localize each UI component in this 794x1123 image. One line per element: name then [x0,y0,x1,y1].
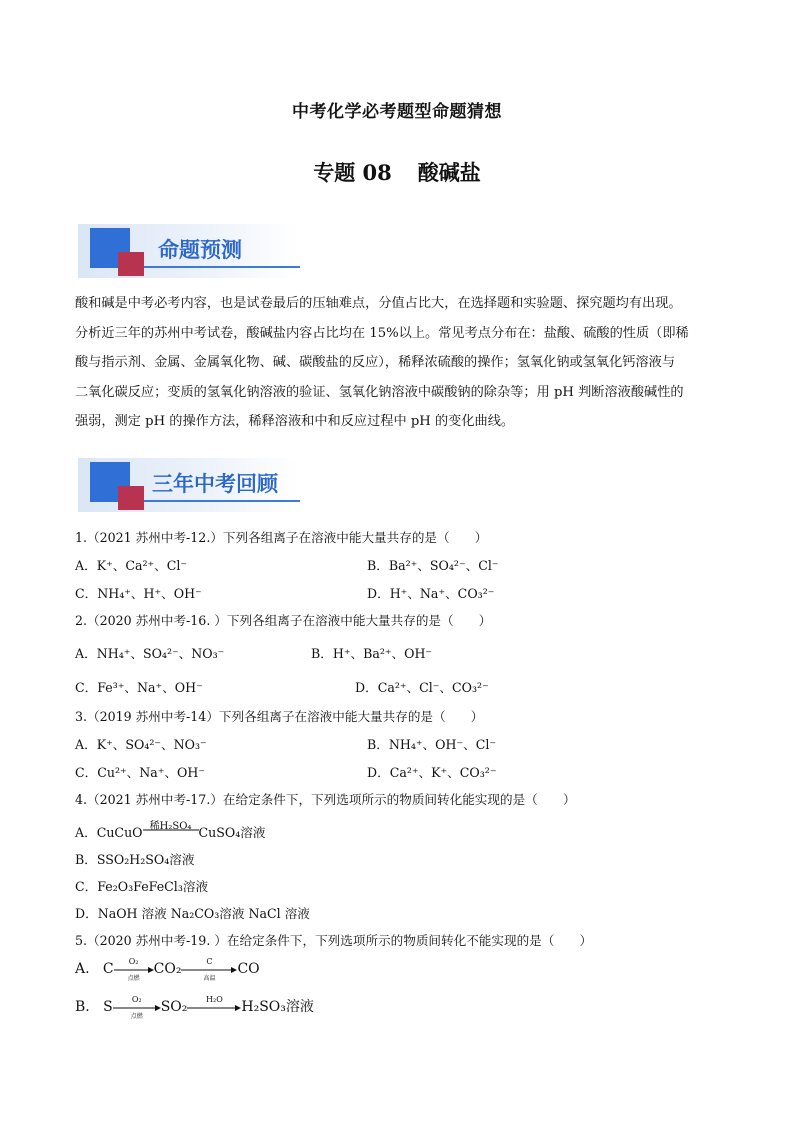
q2-option-a: A．NH₄⁺、SO₄²⁻、NO₃⁻ [75,646,225,661]
para-line: 酸与指示剂、金属、金属氧化物、碱、碳酸盐的反应），稀释浓硫酸的操作；氢氧化钠或氢氧化钙溶液与 [75,355,676,370]
banner-red-square [118,486,144,510]
question-5-stem: 5.（2020 苏州中考-19. ）在给定条件下，下列选项所示的物质间转化不能实现的是（ ） [75,933,593,948]
q2-option-c: C．Fe³⁺、Na⁺、OH⁻ [75,680,203,695]
q3-option-b: B．NH₄⁺、OH⁻、Cl⁻ [367,737,496,752]
q5-option-a: A. C O₂ 点燃 CO₂ C 高温 CO [75,957,260,982]
question-4-stem: 4.（2021 苏州中考-17.）在给定条件下，下列选项所示的物质间转化能实现的是（ ） [75,792,576,807]
page-title: 中考化学必考题型命题猜想 [292,102,502,122]
q3-option-d: D．Ca²⁺、K⁺、CO₃²⁻ [367,765,497,780]
topic-title [0,157,794,187]
q1-option-b: B．Ba²⁺、SO₄²⁻、Cl⁻ [367,558,499,573]
q5-option-b: B. S O₂ 点燃 SO₂ H₂O H₂SO₃溶液 [75,995,314,1020]
q4-option-a: A．CuCuO 稀H₂SO₄ CuSO₄溶液 [75,822,265,841]
topic-number: 专题 08 [313,160,392,185]
q1-option-a: A．K⁺、Ca²⁺、Cl⁻ [75,558,188,573]
q4-arrow-condition: 稀H₂SO₄ [149,820,192,832]
q1-option-c: C．NH₄⁺、H⁺、OH⁻ [75,586,202,601]
q2-option-d: D．Ca²⁺、Cl⁻、CO₃²⁻ [355,680,489,695]
q4-option-b: B．SSO₂H₂SO₄溶液 [75,852,195,867]
intro-paragraph [75,289,727,437]
section-title-prediction: 命题预测 [158,238,242,262]
q4-option-d: D．NaOH 溶液 Na₂CO₃溶液 NaCl 溶液 [75,906,310,921]
banner-red-square [118,252,144,276]
question-3-stem: 3.（2019 苏州中考-14）下列各组离子在溶液中能大量共存的是（ ） [75,709,484,724]
q1-option-d: D．H⁺、Na⁺、CO₃²⁻ [367,586,495,601]
q2-option-b: B．H⁺、Ba²⁺、OH⁻ [311,646,433,661]
question-1-stem: 1.（2021 苏州中考-12.）下列各组离子在溶液中能大量共存的是（ ） [75,530,488,545]
q3-option-a: A．K⁺、SO₄²⁻、NO₃⁻ [75,737,207,752]
para-line: 酸和碱是中考必考内容，也是试卷最后的压轴难点，分值占比大，在选择题和实验题、探究题均有出现。 [75,296,682,311]
section-title-review: 三年中考回顾 [152,472,278,496]
q4-option-c: C．Fe₂O₃FeFeCl₃溶液 [75,879,209,894]
topic-name: 酸碱盐 [417,160,481,185]
para-line: 分析近三年的苏州中考试卷，酸碱盐内容占比均在 15%以上。常见考点分布在：盐酸、硫酸的性质（即稀 [75,325,689,341]
para-line: 二氧化碳反应；变质的氢氧化钠溶液的验证、氢氧化钠溶液中碳酸钠的除杂等；用 pH 判断溶液酸碱性的 [75,384,684,400]
question-2-stem: 2.（2020 苏州中考-16. ）下列各组离子在溶液中能大量共存的是（ ） [75,613,492,628]
section-banner-review [78,458,300,516]
section-banner-prediction [78,224,300,282]
q3-option-c: C．Cu²⁺、Na⁺、OH⁻ [75,765,205,780]
para-line: 强弱，测定 pH 的操作方法，稀释溶液和中和反应过程中 pH 的变化曲线。 [75,414,515,429]
